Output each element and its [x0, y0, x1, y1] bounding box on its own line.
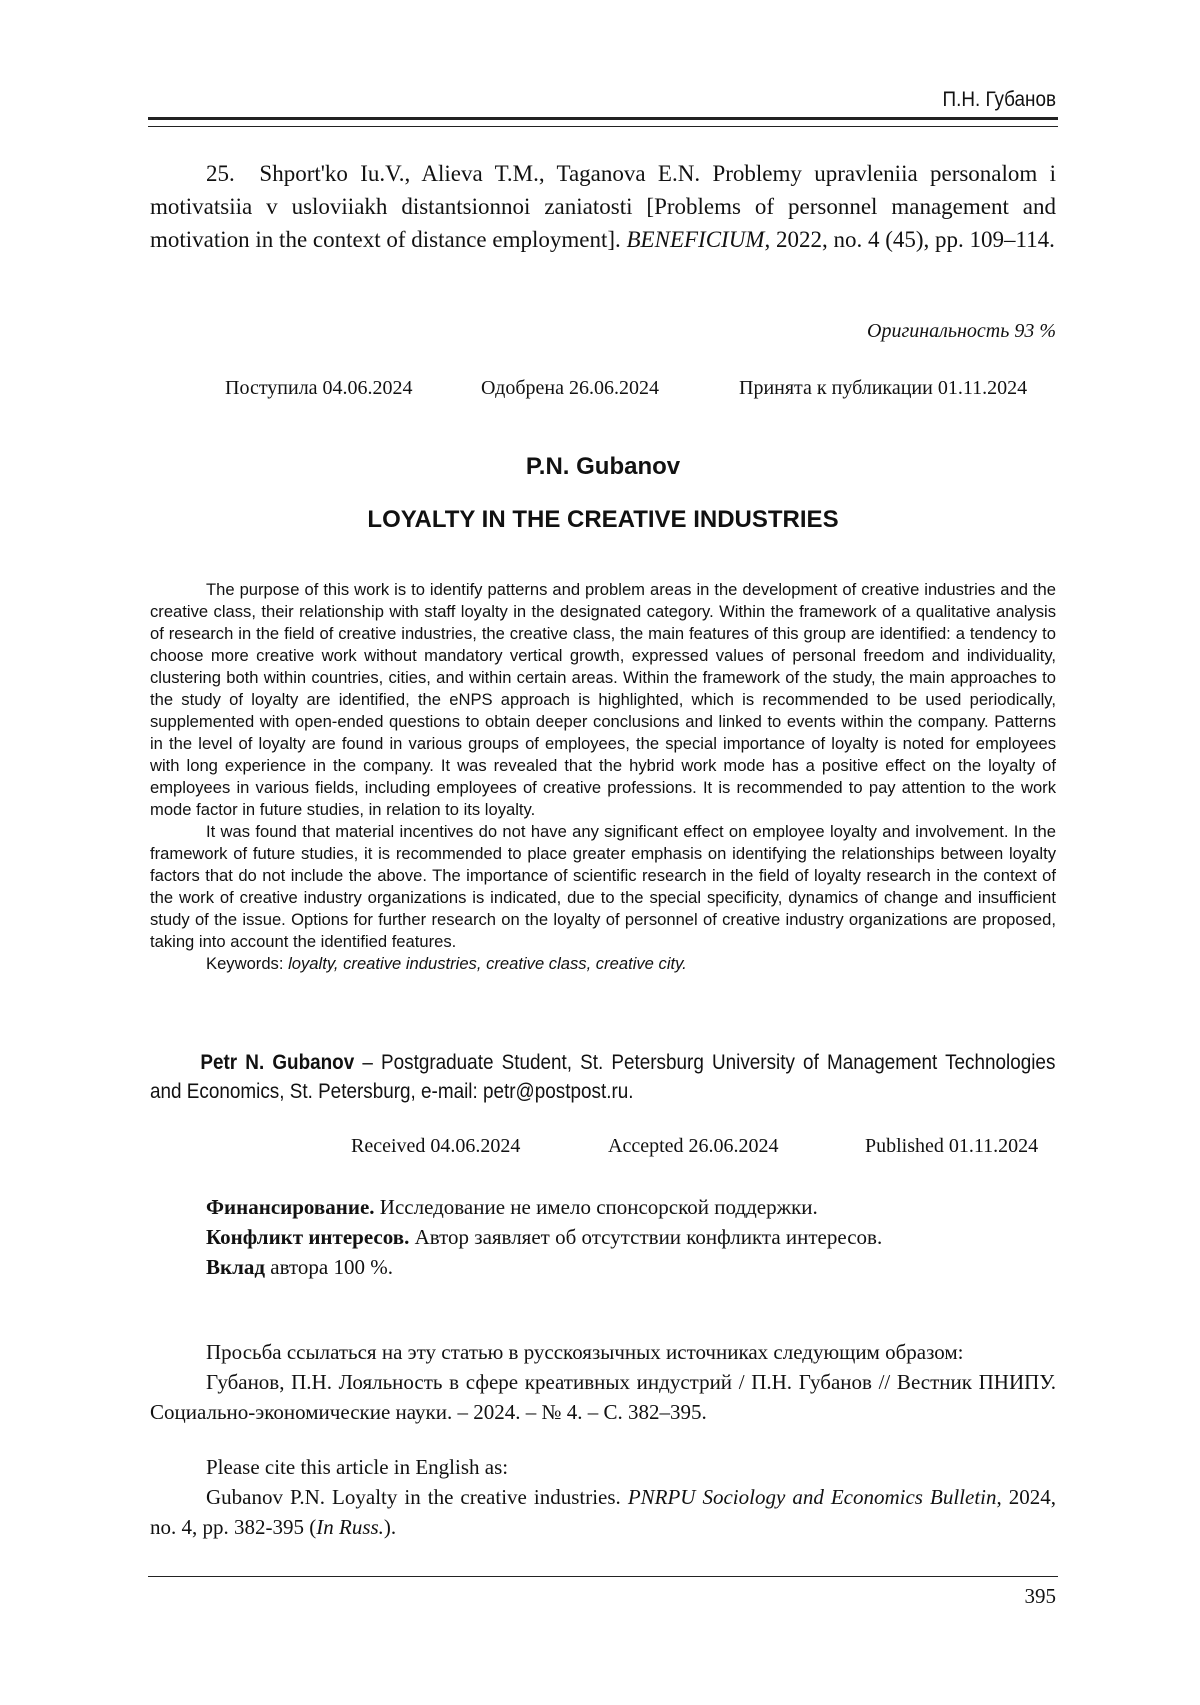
- citation-en-journal: PNRPU Sociology and Economics Bulletin: [628, 1485, 997, 1509]
- header-rule: [148, 117, 1058, 127]
- date-approved-ru: Одобрена 26.06.2024: [481, 377, 659, 405]
- conflict-label: Конфликт интересов.: [206, 1225, 409, 1249]
- reference-entry: [150, 157, 1056, 256]
- abstract-paragraph-1: The purpose of this work is to identify patterns and problem areas in the development of creative industries and the creative class, their relationship with staff loyalty in the designated category. Within the framework of a qualitative analysis of research in the field of creative industries, the creative class, the main features of this group are identified: a tendency to choose more creative work without mandatory vertical growth, expressed values of personal freedom and individuality, clustering both within countries, cities, and within certain areas. Within the framework of the study, the main approaches to the study of loyalty are identified, the eNPS approach is highlighted, which is recommended to be used periodically, supplemented with open-ended questions to obtain deeper conclusions and linked to events within the company. Patterns in the level of loyalty are found in various groups of employees, the special importance of loyalty is noted for employees with long experience in the company. It was revealed that the hybrid work mode has a positive effect on the loyalty of employees in various fields, including employees of creative professions. It is recommended to pay attention to the work mode factor in future studies, in relation to its loyalty.: [150, 579, 1056, 821]
- author-info-text: – Postgraduate Student, St. Petersburg University of Management Technologies and Economics, St. Petersburg, e-mail: petr@postpost.ru.: [150, 1051, 1055, 1103]
- citation-en-text: [150, 1482, 1056, 1542]
- funding-text: Исследование не имело спонсорской поддержки.: [375, 1195, 818, 1219]
- date-accepted-ru: Принята к публикации 01.11.2024: [739, 377, 1027, 405]
- journal-page: [0, 0, 1200, 1705]
- page-number: 395: [150, 1584, 1056, 1609]
- conflict-text: Автор заявляет об отсутствии конфликта интересов.: [409, 1225, 882, 1249]
- contribution-label: Вклад: [206, 1255, 265, 1279]
- reference-journal: BENEFICIUM: [627, 227, 765, 252]
- footer-rule: [148, 1576, 1058, 1577]
- citation-russian: [150, 1337, 1056, 1427]
- keywords-label: Keywords:: [206, 954, 283, 973]
- reference-details: , 2022, no. 4 (45), pp. 109–114.: [764, 227, 1054, 252]
- article-title: LOYALTY IN THE CREATIVE INDUSTRIES: [150, 506, 1056, 534]
- date-published-en: Published 01.11.2024: [865, 1135, 1038, 1163]
- abstract-paragraph-2: It was found that material incentives do not have any significant effect on employee loyalty and involvement. In the framework of future studies, it is recommended to place greater emphasis on identifying the relationships between loyalty factors that do not include the above. The importance of scientific research in the field of loyalty research in the context of the work of creative industry organizations is indicated, due to the special specificity, dynamics of change and insufficient study of the issue. Options for further research on the loyalty of personnel of creative industry organizations are proposed, taking into account the identified features.: [150, 821, 1056, 953]
- conflict-line: [150, 1222, 1056, 1252]
- citation-english: [150, 1452, 1056, 1542]
- date-received-ru: Поступила 04.06.2024: [225, 377, 413, 405]
- author-info: [150, 1048, 1055, 1106]
- citation-en-end: ).: [384, 1515, 396, 1539]
- date-received-en: Received 04.06.2024: [351, 1135, 520, 1163]
- citation-en-start: Gubanov P.N. Loyalty in the creative industries.: [206, 1485, 628, 1509]
- citation-en-lang: In Russ.: [316, 1515, 384, 1539]
- originality-note: Оригинальность 93 %: [150, 320, 1056, 343]
- article-metadata: [150, 1192, 1056, 1282]
- contribution-line: [150, 1252, 1056, 1282]
- reference-authors: Shport'ko Iu.V., Alieva T.M., Taganova E.N.: [259, 161, 700, 186]
- funding-line: [150, 1192, 1056, 1222]
- funding-label: Финансирование.: [206, 1195, 375, 1219]
- abstract: [150, 579, 1056, 975]
- author-name: P.N. Gubanov: [150, 453, 1056, 481]
- reference-number: 25.: [206, 161, 235, 186]
- contribution-text: автора 100 %.: [265, 1255, 393, 1279]
- date-accepted-en: Accepted 26.06.2024: [608, 1135, 779, 1163]
- running-head: П.Н. Губанов: [241, 88, 1056, 112]
- reference-title: Problemy upravleniia personalom i motivatsiia v usloviiakh distantsionnoi zaniatosti [Problems of personnel management and motivation in the context of distance employment].: [150, 161, 1056, 252]
- citation-en-mid: , 2024, no. 4, pp. 382-395 (: [150, 1485, 1056, 1539]
- keywords-list: loyalty, creative industries, creative class, creative city.: [288, 954, 687, 973]
- citation-ru-intro: Просьба ссылаться на эту статью в русскоязычных источниках следующим образом:: [150, 1337, 1056, 1367]
- citation-en-intro: Please cite this article in English as:: [150, 1452, 1056, 1482]
- author-info-name: Petr N. Gubanov: [200, 1051, 354, 1074]
- citation-ru-text: Губанов, П.Н. Лояльность в сфере креативных индустрий / П.Н. Губанов // Вестник ПНИПУ. Социально-экономические науки. – 2024. – № 4. – С. 382–395.: [150, 1367, 1056, 1427]
- keywords: [150, 953, 1056, 975]
